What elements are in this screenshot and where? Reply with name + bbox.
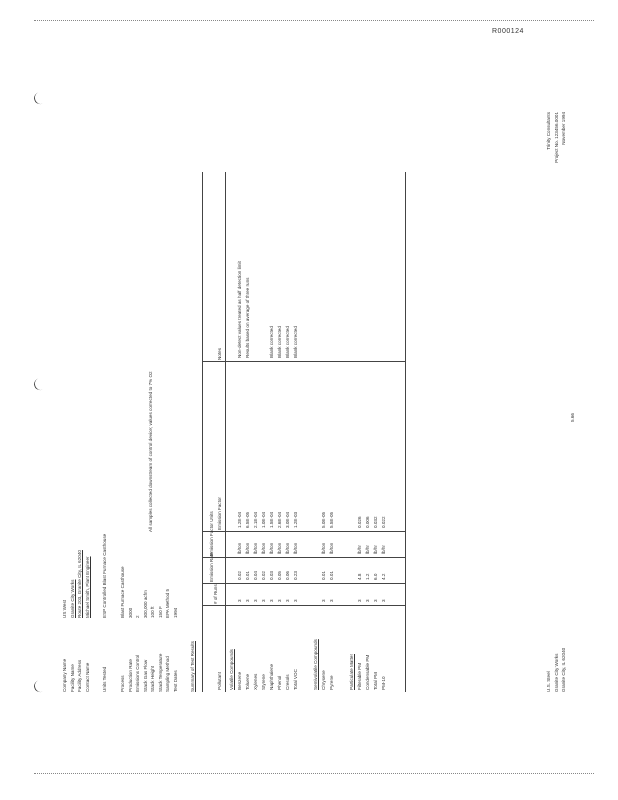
process-label: Emissions Control — [135, 654, 140, 692]
table-title-text: Summary of Test Results — [190, 641, 195, 692]
punch-hole-mark-top — [32, 90, 48, 106]
cell-rate: 4.2 — [381, 573, 386, 580]
footer-right-line: Trinity Consultants — [546, 112, 551, 150]
process-label: Process — [120, 675, 125, 692]
cell-pollutant: Toluene — [245, 673, 250, 690]
punch-hole-mark-middle — [32, 376, 48, 392]
cell-factor: 1.5E-04 — [269, 511, 274, 528]
cell-units: lb/ton — [277, 542, 282, 554]
cell-runs: 3 — [269, 599, 274, 602]
col-header-factor: Emission Factor — [217, 497, 222, 530]
cell-pollutant: Xylenes — [253, 673, 258, 690]
footer-right-line: Project No. 123456.0001 — [553, 112, 559, 163]
process-value: EPA Method 5 — [165, 588, 170, 618]
footer-right-line: November 1994 — [561, 112, 566, 145]
cell-runs: 3 — [245, 599, 250, 602]
field-label: Company Name — [62, 658, 67, 692]
table-title — [190, 641, 198, 692]
col-header-notes: Notes — [217, 347, 222, 360]
cell-units: lb/ton — [269, 542, 274, 554]
column-divider — [203, 605, 405, 606]
process-value: 300,000 acfm — [142, 590, 148, 618]
cell-units: lb/ton — [293, 542, 298, 554]
cell-note: Blank corrected — [277, 326, 282, 358]
cell-runs: 3 — [321, 599, 326, 602]
table-header — [203, 172, 226, 692]
cell-pollutant: Pyrene — [329, 675, 334, 690]
section-title: Units Tested — [102, 666, 107, 692]
cell-pollutant: Total PM — [373, 672, 378, 690]
cell-pollutant: Filterable PM — [357, 662, 362, 690]
footer-right — [546, 112, 569, 212]
process-label: Stack Height — [150, 665, 155, 692]
field-label: Contact Name — [84, 662, 90, 692]
cell-rate: 6.0 — [373, 573, 378, 580]
cell-units: lb/hr — [381, 545, 386, 554]
process-label: Test Dates — [172, 670, 178, 692]
group-name: Particulate Matter — [349, 654, 354, 690]
cell-factor: 0.022 — [381, 516, 386, 528]
cell-rate: 0.01 — [245, 571, 250, 580]
cell-rate: 4.8 — [357, 573, 362, 580]
cell-rate: 0.04 — [253, 571, 258, 580]
cell-units: lb/ton — [321, 542, 326, 554]
cell-runs: 3 — [285, 599, 290, 602]
cell-note: Blank corrected — [293, 326, 298, 358]
cell-rate: 0.05 — [277, 571, 282, 580]
cell-factor: 0.026 — [357, 516, 362, 528]
process-label: Stack Temperature — [157, 653, 163, 692]
cell-units: lb/hr — [365, 545, 370, 554]
cell-runs: 3 — [329, 599, 334, 602]
top-dotted-border — [34, 20, 594, 21]
footer-left — [546, 648, 569, 692]
col-header-runs: # of Runs — [213, 584, 218, 604]
cell-units: lb/ton — [261, 542, 266, 554]
header-notes — [148, 371, 156, 532]
notes-text: All samples collected downstream of control device; values corrected to 7% O2 — [148, 371, 153, 532]
cell-pollutant: Chrysene — [321, 670, 326, 690]
cell-runs: 3 — [277, 599, 282, 602]
process-label: Stack Gas Flow — [142, 659, 148, 692]
process-value: 2 — [135, 615, 140, 618]
cell-rate: 0.01 — [321, 571, 326, 580]
cell-factor: 2.6E-04 — [277, 511, 282, 528]
cell-units: lb/hr — [357, 545, 362, 554]
column-divider — [203, 361, 405, 362]
column-divider — [203, 557, 405, 558]
field-label: Facility Address — [77, 659, 82, 692]
cell-rate: 0.03 — [269, 571, 274, 580]
cell-pollutant: PM-10 — [381, 676, 386, 690]
cell-units: lb/hr — [373, 545, 378, 554]
rotated-page-content — [50, 92, 590, 732]
cell-runs: 3 — [293, 599, 298, 602]
cell-runs: 3 — [261, 599, 266, 602]
process-value: 3000 — [127, 607, 133, 618]
cell-note: Blank corrected — [285, 326, 290, 358]
page-number-text: 5.66 — [570, 413, 575, 422]
process-value: Blast Furnace Casthouse — [120, 566, 125, 618]
footer-left-line: Granite City, IL 62040 — [561, 647, 566, 692]
cell-factor: 1.0E-04 — [261, 511, 266, 528]
cell-pollutant: Condensable PM — [365, 654, 370, 690]
cell-factor: 1.2E-03 — [293, 511, 298, 528]
cell-units: lb/ton — [245, 542, 250, 554]
process-value: 150 F — [157, 606, 163, 618]
field-value: Route 203, Granite City, IL 62040 — [77, 550, 82, 618]
cell-note: Blank corrected — [269, 326, 274, 358]
cell-factor: 6.5E-05 — [245, 511, 250, 528]
cell-rate: 0.23 — [293, 571, 298, 580]
col-header-rate: Emission Rate — [209, 552, 214, 582]
process-label: Production Rate — [127, 659, 133, 692]
process-details — [120, 566, 180, 692]
cell-factor: 3.0E-04 — [285, 511, 290, 528]
section-description: ESP Controlled Blast Furnace Casthouse — [102, 533, 107, 618]
column-divider — [203, 531, 405, 532]
cell-rate: 0.02 — [237, 571, 242, 580]
cell-runs: 3 — [253, 599, 258, 602]
cell-factor: 2.1E-04 — [253, 511, 258, 528]
cell-runs: 3 — [365, 599, 370, 602]
column-divider — [203, 583, 405, 584]
cell-pollutant: Styrene — [261, 674, 266, 690]
cell-rate: 0.06 — [285, 571, 290, 580]
process-value: 1994 — [172, 607, 178, 618]
field-value: Granite City Works — [69, 579, 75, 618]
cell-rate: 0.01 — [329, 571, 334, 580]
col-header-pollutant: Pollutant — [217, 672, 222, 690]
header-fields — [62, 550, 92, 692]
field-label: Facility Name — [69, 664, 75, 692]
process-value: 100 ft — [150, 606, 155, 618]
punch-hole-mark-bottom — [32, 678, 48, 694]
col-header-units: Emission Factor Units — [209, 511, 214, 556]
field-value: Michael Smith, Plant Engineer — [84, 556, 90, 618]
cell-pollutant: Total VOC — [293, 669, 298, 690]
document-id: R000124 — [492, 28, 524, 35]
field-value: US West — [62, 599, 67, 618]
page-number — [570, 413, 578, 422]
group-name: Semivolatile Compounds — [313, 639, 318, 690]
cell-rate: 1.2 — [365, 573, 370, 580]
group-name: Volatile Compounds — [229, 649, 234, 690]
cell-rate: 0.02 — [261, 571, 266, 580]
cell-factor: 5.5E-05 — [329, 511, 334, 528]
cell-runs: 3 — [237, 599, 242, 602]
cell-runs: 3 — [357, 599, 362, 602]
cell-runs: 3 — [373, 599, 378, 602]
bottom-dotted-border — [34, 773, 594, 774]
cell-factor: 5.0E-05 — [321, 511, 326, 528]
cell-factor: 1.2E-04 — [237, 511, 242, 528]
cell-pollutant: Benzene — [237, 671, 242, 690]
footer-left-line: Granite City Works — [553, 653, 559, 692]
process-label: Sampling Method — [165, 656, 170, 692]
cell-units: lb/ton — [329, 542, 334, 554]
cell-note: Non-detect values treated as half detection limit — [237, 261, 242, 358]
cell-pollutant: Naphthalene — [269, 663, 274, 690]
results-table — [202, 172, 406, 692]
cell-units: lb/ton — [253, 542, 258, 554]
cell-pollutant: Cresols — [285, 674, 290, 690]
footer-left-line: U.S. Steel — [546, 671, 551, 692]
cell-note: Results based on average of three runs — [245, 277, 250, 358]
cell-factor: 0.032 — [373, 516, 378, 528]
cell-factor: 0.006 — [365, 516, 370, 528]
cell-units: lb/ton — [237, 542, 242, 554]
cell-pollutant: Phenol — [277, 675, 282, 690]
cell-runs: 3 — [381, 599, 386, 602]
units-tested-section — [102, 534, 110, 692]
cell-units: lb/ton — [285, 542, 290, 554]
